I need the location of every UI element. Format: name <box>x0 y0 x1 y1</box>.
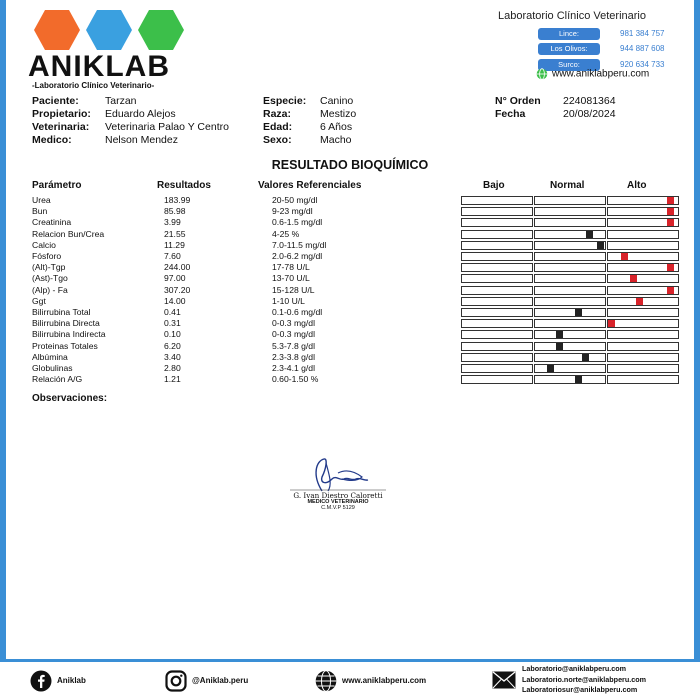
table-row <box>0 296 700 307</box>
level-box-alto <box>607 218 679 227</box>
level-box-bajo <box>461 218 533 227</box>
reference-range: 2.0-6.2 mg/dl <box>272 251 323 261</box>
level-box-normal <box>534 207 606 216</box>
result-value: 97.00 <box>164 273 186 284</box>
level-box-alto <box>607 252 679 261</box>
header-bajo: Bajo <box>483 180 505 191</box>
table-row <box>0 273 700 284</box>
hexagon-logo-icon <box>32 8 192 52</box>
reference-range: 5.3-7.8 g/dl <box>272 340 315 351</box>
reference-range: 0.60-1.50 % <box>272 374 319 385</box>
especie-label: Especie: <box>263 95 307 107</box>
level-box-normal <box>534 196 606 205</box>
table-row <box>0 229 700 240</box>
header-normal: Normal <box>550 180 585 191</box>
level-box-alto <box>607 263 679 272</box>
edad-label: Edad: <box>263 121 293 133</box>
level-box-normal <box>534 241 606 250</box>
fecha-label: Fecha <box>495 108 526 120</box>
table-row <box>0 352 700 363</box>
branch-name: Surco: <box>538 59 600 71</box>
level-marker <box>667 197 674 204</box>
level-box-normal <box>534 375 606 384</box>
branch-phone: 944 887 608 <box>620 44 665 53</box>
globe-icon <box>536 68 548 80</box>
raza-label: Raza: <box>263 108 292 120</box>
parameter-name: Relación A/G <box>32 374 83 385</box>
level-marker <box>547 365 554 372</box>
order-labels <box>495 95 541 121</box>
level-box-bajo <box>461 252 533 261</box>
veterinaria-label: Veterinaria: <box>32 121 90 133</box>
table-row <box>0 217 700 228</box>
patient-labels-col2 <box>263 95 306 147</box>
footer-instagram[interactable] <box>165 670 248 692</box>
lab-title: Laboratorio Clínico Veterinario <box>498 10 646 22</box>
result-value: 21.55 <box>164 228 186 239</box>
level-box-normal <box>534 297 606 306</box>
result-value: 183.99 <box>164 195 191 205</box>
instagram-handle[interactable]: @Aniklab.peru <box>192 676 249 686</box>
reference-range: 15-128 U/L <box>272 284 315 295</box>
result-value: 0.10 <box>164 329 181 340</box>
reference-range: 1-10 U/L <box>272 295 305 306</box>
medico-value: Nelson Mendez <box>105 134 178 146</box>
result-value: 3.40 <box>164 351 181 362</box>
table-row <box>0 240 700 251</box>
level-box-normal <box>534 218 606 227</box>
signature-role: MEDICO VETERINARIO <box>307 499 369 505</box>
level-box-bajo <box>461 207 533 216</box>
logo-subtitle: -Laboratorio Clínico Veterinario- <box>32 81 155 90</box>
paciente-label: Paciente: <box>32 95 79 107</box>
result-value: 3.99 <box>164 217 181 228</box>
level-box-bajo <box>461 286 533 295</box>
patient-values-col2 <box>320 95 356 147</box>
result-value: 11.29 <box>164 239 185 250</box>
table-row <box>0 341 700 352</box>
level-box-bajo <box>461 342 533 351</box>
result-value: 244.00 <box>164 262 191 273</box>
especie-value: Canino <box>320 95 354 107</box>
result-value: 307.20 <box>164 284 191 295</box>
parameter-name: Creatinina <box>32 217 72 228</box>
footer-website[interactable] <box>315 670 426 692</box>
level-marker <box>636 298 643 305</box>
parameter-name: Fósforo <box>32 251 62 261</box>
patient-labels-col1 <box>32 95 91 147</box>
patient-values-col1 <box>105 95 229 147</box>
level-box-bajo <box>461 297 533 306</box>
instagram-icon <box>165 670 187 692</box>
table-row <box>0 374 700 385</box>
level-marker <box>575 309 582 316</box>
table-row <box>0 195 700 206</box>
level-box-alto <box>607 297 679 306</box>
branch-phone: 981 384 757 <box>620 29 665 38</box>
header-resultados: Resultados <box>157 180 211 191</box>
level-box-alto <box>607 241 679 250</box>
branch-name: Lince: <box>538 28 600 40</box>
parameter-name: Bilirrubina Total <box>32 307 91 317</box>
table-row <box>0 285 700 296</box>
reference-range: 2.3-3.8 g/dl <box>272 351 315 362</box>
level-box-alto <box>607 274 679 283</box>
result-value: 0.41 <box>164 307 181 317</box>
facebook-icon <box>30 670 52 692</box>
result-value: 0.31 <box>164 318 181 329</box>
parameter-name: Ggt <box>32 295 46 306</box>
orden-value: 224081364 <box>563 95 616 107</box>
aniklab-logo <box>26 8 196 88</box>
table-row <box>0 318 700 329</box>
reference-range: 9-23 mg/dl <box>272 206 313 217</box>
parameter-name: Bilirrubina Directa <box>32 318 100 329</box>
level-box-normal <box>534 319 606 328</box>
branch-phone: 920 634 733 <box>620 60 665 69</box>
email-link[interactable]: Laboratorio@aniklabperu.com <box>522 664 627 673</box>
parameter-name: Relacion Bun/Crea <box>32 228 105 239</box>
level-box-normal <box>534 230 606 239</box>
level-box-bajo <box>461 241 533 250</box>
level-marker <box>582 354 589 361</box>
website-url[interactable]: www.aniklabperu.com <box>552 68 650 80</box>
level-marker <box>667 208 674 215</box>
level-marker <box>608 320 615 327</box>
table-row <box>0 307 700 318</box>
table-row <box>0 329 700 340</box>
table-row <box>0 206 700 217</box>
globe-icon <box>315 670 337 692</box>
level-box-normal <box>534 364 606 373</box>
parameter-name: (Ast)-Tgo <box>32 273 68 284</box>
level-box-normal <box>534 274 606 283</box>
level-box-bajo <box>461 196 533 205</box>
paciente-value: Tarzan <box>105 95 137 107</box>
raza-value: Mestizo <box>320 108 357 120</box>
result-value: 6.20 <box>164 340 181 351</box>
propietario-label: Propietario: <box>32 108 91 120</box>
level-box-normal <box>534 308 606 317</box>
level-box-alto <box>607 308 679 317</box>
result-value: 7.60 <box>164 251 181 261</box>
table-row <box>0 262 700 273</box>
table-row <box>0 251 700 262</box>
level-marker <box>586 231 593 238</box>
table-row <box>0 363 700 374</box>
level-marker <box>667 287 674 294</box>
level-box-bajo <box>461 330 533 339</box>
email-link[interactable]: Laboratoriosur@aniklabperu.com <box>522 685 638 694</box>
parameter-name: Calcio <box>32 239 56 250</box>
level-box-normal <box>534 353 606 362</box>
branch-name: Los Olivos: <box>538 43 600 55</box>
level-box-normal <box>534 330 606 339</box>
level-box-bajo <box>461 230 533 239</box>
level-box-alto <box>607 286 679 295</box>
reference-range: 13-70 U/L <box>272 273 310 284</box>
reference-range: 0-0.3 mg/dl <box>272 329 315 340</box>
level-box-alto <box>607 330 679 339</box>
sexo-value: Macho <box>320 134 352 146</box>
level-marker <box>556 343 563 350</box>
level-marker <box>667 264 674 271</box>
header-referencias: Valores Referenciales <box>258 180 362 191</box>
website-header[interactable] <box>536 68 649 80</box>
bottom-border <box>0 659 700 662</box>
header-parametro: Parámetro <box>32 180 82 191</box>
level-box-bajo <box>461 319 533 328</box>
reference-range: 7.0-11.5 mg/dl <box>272 239 327 250</box>
propietario-value: Eduardo Alejos <box>105 108 176 120</box>
level-box-bajo <box>461 263 533 272</box>
logo-wordmark: ANIKLAB <box>28 50 170 83</box>
parameter-name: Globulinas <box>32 363 73 373</box>
parameter-name: (Alt)-Tgp <box>32 262 66 273</box>
reference-range: 17-78 U/L <box>272 262 310 273</box>
header-alto: Alto <box>627 180 647 191</box>
footer-website-url[interactable]: www.aniklabperu.com <box>342 676 427 686</box>
result-value: 85.98 <box>164 206 186 217</box>
level-box-alto <box>607 207 679 216</box>
level-box-alto <box>607 364 679 373</box>
parameter-name: Urea <box>32 195 51 205</box>
signature-registration: C.M.V.P 5129 <box>321 505 355 511</box>
level-box-alto <box>607 230 679 239</box>
result-value: 14.00 <box>164 295 186 306</box>
level-box-bajo <box>461 375 533 384</box>
level-marker <box>556 331 563 338</box>
result-value: 2.80 <box>164 363 181 373</box>
level-marker <box>630 275 637 282</box>
level-box-alto <box>607 342 679 351</box>
parameter-name: Bun <box>32 206 48 217</box>
reference-range: 2.3-4.1 g/dl <box>272 363 315 373</box>
level-marker <box>667 219 674 226</box>
level-box-alto <box>607 375 679 384</box>
result-value: 1.21 <box>164 374 181 385</box>
level-box-alto <box>607 319 679 328</box>
signature-name: G. Ivan Diestro Caloretti <box>293 491 383 500</box>
level-box-alto <box>607 196 679 205</box>
level-marker <box>575 376 582 383</box>
reference-range: 0.1-0.6 mg/dl <box>272 307 323 317</box>
footer-emails <box>522 664 646 696</box>
parameter-name: Bilirrubina Indirecta <box>32 329 106 340</box>
parameter-name: Proteinas Totales <box>32 340 98 351</box>
level-box-bajo <box>461 308 533 317</box>
reference-range: 4-25 % <box>272 228 300 239</box>
edad-value: 6 Años <box>320 121 353 133</box>
sexo-label: Sexo: <box>263 134 292 146</box>
reference-range: 20-50 mg/dl <box>272 195 318 205</box>
report-title: RESULTADO BIOQUÍMICO <box>271 158 429 172</box>
reference-range: 0.6-1.5 mg/dl <box>272 217 323 228</box>
level-box-normal <box>534 263 606 272</box>
orden-label: N° Orden <box>495 95 541 107</box>
level-box-normal <box>534 252 606 261</box>
level-marker <box>621 253 628 260</box>
facebook-handle[interactable]: Aniklab <box>57 676 86 686</box>
order-values <box>563 95 616 121</box>
footer-facebook[interactable] <box>30 670 86 692</box>
veterinaria-value: Veterinaria Palao Y Centro <box>105 121 229 133</box>
email-link[interactable]: Laboratorio.norte@aniklabperu.com <box>522 674 647 684</box>
branch-los-olivos <box>538 43 670 55</box>
level-box-bajo <box>461 353 533 362</box>
mail-icon <box>492 671 516 689</box>
observaciones-label: Observaciones: <box>32 393 108 404</box>
level-box-bajo <box>461 274 533 283</box>
branch-lince <box>538 28 670 40</box>
parameter-name: (Alp) - Fa <box>32 284 68 295</box>
fecha-value: 20/08/2024 <box>563 108 616 120</box>
level-box-bajo <box>461 364 533 373</box>
level-box-normal <box>534 286 606 295</box>
parameter-name: Albúmina <box>32 351 68 362</box>
level-box-normal <box>534 342 606 351</box>
level-box-alto <box>607 353 679 362</box>
level-marker <box>597 242 604 249</box>
medico-label: Medico: <box>32 134 72 146</box>
reference-range: 0-0.3 mg/dl <box>272 318 315 329</box>
